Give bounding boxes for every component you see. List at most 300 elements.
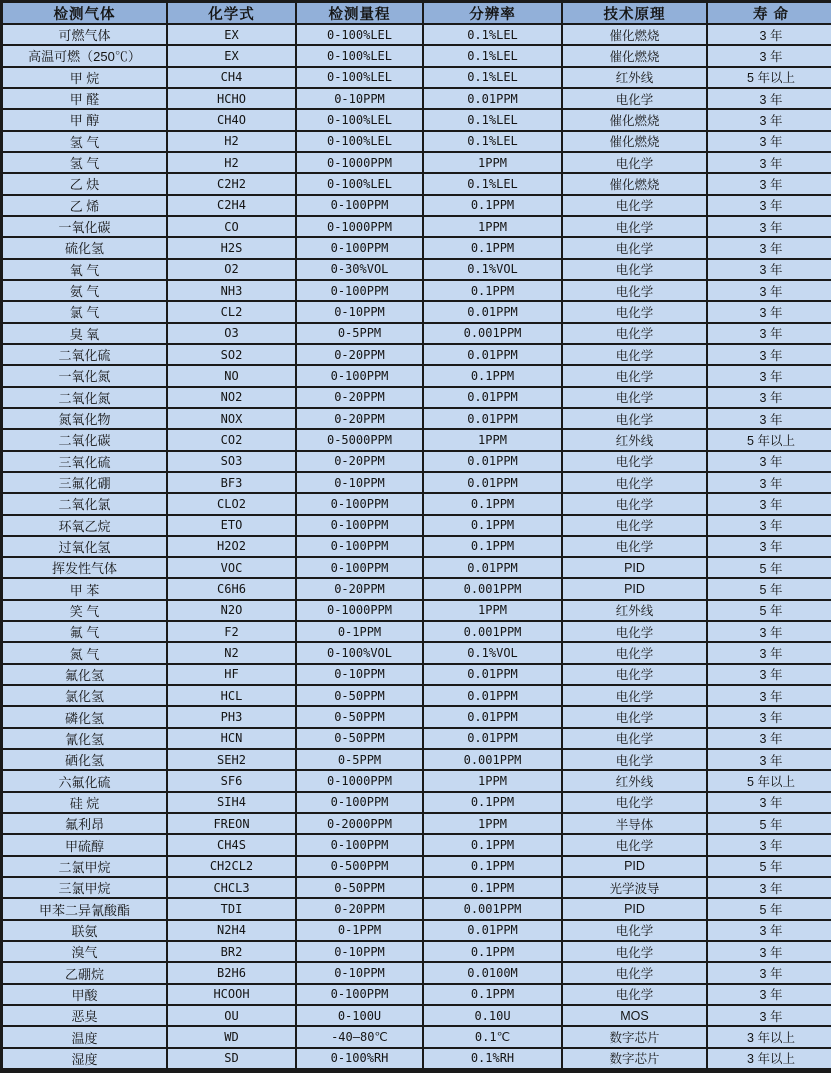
gas-name-cell: 二氧化氮 (3, 388, 168, 409)
column-header-formula: 化学式 (168, 3, 297, 25)
range-cell: 0-50PPM (297, 878, 424, 899)
principle-cell: 电化学 (563, 793, 708, 814)
column-header-gas: 检测气体 (3, 3, 168, 25)
lifespan-cell: 3 年 (708, 25, 831, 46)
gas-name-cell: 一氧化氮 (3, 366, 168, 387)
resolution-cell: 0.01PPM (424, 452, 563, 473)
gas-name-cell: 氟 气 (3, 622, 168, 643)
lifespan-cell: 3 年 (708, 516, 831, 537)
principle-cell: 电化学 (563, 260, 708, 281)
lifespan-cell: 3 年 (708, 153, 831, 174)
principle-cell: 电化学 (563, 835, 708, 856)
range-cell: 0-50PPM (297, 686, 424, 707)
resolution-cell: 0.1PPM (424, 494, 563, 515)
principle-cell: 电化学 (563, 153, 708, 174)
gas-name-cell: 磷化氢 (3, 707, 168, 728)
lifespan-cell: 3 年 (708, 750, 831, 771)
gas-name-cell: 温度 (3, 1027, 168, 1048)
formula-cell: CH4 (168, 68, 297, 89)
resolution-cell: 0.01PPM (424, 921, 563, 942)
resolution-cell: 0.1PPM (424, 537, 563, 558)
lifespan-cell: 5 年 (708, 857, 831, 878)
lifespan-cell: 3 年 (708, 46, 831, 67)
resolution-cell: 0.01PPM (424, 345, 563, 366)
range-cell: 0-100PPM (297, 835, 424, 856)
gas-name-cell: 氯 气 (3, 302, 168, 323)
gas-name-cell: 一氧化碳 (3, 217, 168, 238)
principle-cell: MOS (563, 1006, 708, 1027)
range-cell: 0-30%VOL (297, 260, 424, 281)
gas-name-cell: 臭 氧 (3, 324, 168, 345)
formula-cell: C2H2 (168, 174, 297, 195)
principle-cell: 电化学 (563, 324, 708, 345)
range-cell: -40—80℃ (297, 1027, 424, 1048)
column-header-lifespan: 寿 命 (708, 3, 831, 25)
resolution-cell: 0.1%VOL (424, 260, 563, 281)
lifespan-cell: 3 年以上 (708, 1049, 831, 1070)
resolution-cell: 0.1PPM (424, 985, 563, 1006)
gas-name-cell: 六氟化硫 (3, 771, 168, 792)
gas-name-cell: 乙硼烷 (3, 963, 168, 984)
formula-cell: CO (168, 217, 297, 238)
range-cell: 0-20PPM (297, 388, 424, 409)
range-cell: 0-100PPM (297, 558, 424, 579)
resolution-cell: 0.001PPM (424, 579, 563, 600)
principle-cell: PID (563, 857, 708, 878)
resolution-cell: 1PPM (424, 601, 563, 622)
column-header-resolution: 分辨率 (424, 3, 563, 25)
principle-cell: PID (563, 579, 708, 600)
gas-name-cell: 乙 烯 (3, 196, 168, 217)
range-cell: 0-5000PPM (297, 430, 424, 451)
resolution-cell: 0.001PPM (424, 750, 563, 771)
lifespan-cell: 3 年 (708, 238, 831, 259)
resolution-cell: 0.01PPM (424, 686, 563, 707)
lifespan-cell: 3 年 (708, 196, 831, 217)
range-cell: 0-10PPM (297, 89, 424, 110)
range-cell: 0-100U (297, 1006, 424, 1027)
resolution-cell: 0.1PPM (424, 878, 563, 899)
range-cell: 0-1000PPM (297, 771, 424, 792)
lifespan-cell: 3 年 (708, 174, 831, 195)
resolution-cell: 0.1%LEL (424, 174, 563, 195)
formula-cell: SO2 (168, 345, 297, 366)
range-cell: 0-100PPM (297, 494, 424, 515)
resolution-cell: 0.01PPM (424, 729, 563, 750)
resolution-cell: 0.01PPM (424, 388, 563, 409)
formula-cell: HF (168, 665, 297, 686)
principle-cell: 红外线 (563, 601, 708, 622)
formula-cell: NOX (168, 409, 297, 430)
resolution-cell: 0.01PPM (424, 707, 563, 728)
resolution-cell: 0.01PPM (424, 473, 563, 494)
principle-cell: 电化学 (563, 473, 708, 494)
lifespan-cell: 3 年 (708, 302, 831, 323)
lifespan-cell: 3 年以上 (708, 1027, 831, 1048)
gas-name-cell: 氮氧化物 (3, 409, 168, 430)
principle-cell: 电化学 (563, 409, 708, 430)
formula-cell: H2 (168, 132, 297, 153)
lifespan-cell: 3 年 (708, 537, 831, 558)
range-cell: 0-100PPM (297, 985, 424, 1006)
formula-cell: CO2 (168, 430, 297, 451)
lifespan-cell: 3 年 (708, 260, 831, 281)
formula-cell: CL2 (168, 302, 297, 323)
range-cell: 0-100%LEL (297, 110, 424, 131)
resolution-cell: 0.1%LEL (424, 46, 563, 67)
lifespan-cell: 3 年 (708, 1006, 831, 1027)
lifespan-cell: 3 年 (708, 345, 831, 366)
resolution-cell: 1PPM (424, 814, 563, 835)
resolution-cell: 0.1%VOL (424, 643, 563, 664)
lifespan-cell: 3 年 (708, 217, 831, 238)
principle-cell: 电化学 (563, 366, 708, 387)
gas-name-cell: 氟化氢 (3, 665, 168, 686)
resolution-cell: 0.1%LEL (424, 68, 563, 89)
lifespan-cell: 3 年 (708, 452, 831, 473)
lifespan-cell: 5 年 (708, 601, 831, 622)
principle-cell: 数字芯片 (563, 1027, 708, 1048)
gas-name-cell: 溴气 (3, 942, 168, 963)
principle-cell: 催化燃烧 (563, 110, 708, 131)
formula-cell: SEH2 (168, 750, 297, 771)
gas-name-cell: 氢 气 (3, 132, 168, 153)
principle-cell: 电化学 (563, 388, 708, 409)
formula-cell: HCL (168, 686, 297, 707)
gas-name-cell: 甲酸 (3, 985, 168, 1006)
range-cell: 0-50PPM (297, 707, 424, 728)
principle-cell: 电化学 (563, 516, 708, 537)
lifespan-cell: 3 年 (708, 707, 831, 728)
gas-name-cell: 过氧化氢 (3, 537, 168, 558)
gas-name-cell: 环氧乙烷 (3, 516, 168, 537)
gas-name-cell: 恶臭 (3, 1006, 168, 1027)
gas-name-cell: 笑 气 (3, 601, 168, 622)
resolution-cell: 0.01PPM (424, 665, 563, 686)
range-cell: 0-1PPM (297, 622, 424, 643)
column-header-principle: 技术原理 (563, 3, 708, 25)
range-cell: 0-100%RH (297, 1049, 424, 1070)
principle-cell: 红外线 (563, 430, 708, 451)
resolution-cell: 1PPM (424, 217, 563, 238)
lifespan-cell: 3 年 (708, 665, 831, 686)
principle-cell: 电化学 (563, 89, 708, 110)
formula-cell: CH4S (168, 835, 297, 856)
gas-name-cell: 甲硫醇 (3, 835, 168, 856)
gas-name-cell: 甲苯二异氰酸酯 (3, 899, 168, 920)
lifespan-cell: 3 年 (708, 729, 831, 750)
formula-cell: BF3 (168, 473, 297, 494)
lifespan-cell: 3 年 (708, 324, 831, 345)
formula-cell: NO (168, 366, 297, 387)
range-cell: 0-100PPM (297, 366, 424, 387)
gas-name-cell: 甲 醇 (3, 110, 168, 131)
range-cell: 0-10PPM (297, 963, 424, 984)
principle-cell: 电化学 (563, 985, 708, 1006)
formula-cell: N2 (168, 643, 297, 664)
gas-name-cell: 氨 气 (3, 281, 168, 302)
principle-cell: 电化学 (563, 643, 708, 664)
range-cell: 0-10PPM (297, 473, 424, 494)
principle-cell: 电化学 (563, 494, 708, 515)
principle-cell: 催化燃烧 (563, 46, 708, 67)
resolution-cell: 0.01PPM (424, 89, 563, 110)
formula-cell: N2O (168, 601, 297, 622)
formula-cell: EX (168, 46, 297, 67)
gas-name-cell: 硒化氢 (3, 750, 168, 771)
resolution-cell: 0.1%RH (424, 1049, 563, 1070)
resolution-cell: 0.01PPM (424, 409, 563, 430)
gas-name-cell: 联氨 (3, 921, 168, 942)
gas-name-cell: 三氟化硼 (3, 473, 168, 494)
range-cell: 0-10PPM (297, 302, 424, 323)
principle-cell: 电化学 (563, 622, 708, 643)
resolution-cell: 0.1%LEL (424, 132, 563, 153)
gas-name-cell: 二氧化氯 (3, 494, 168, 515)
lifespan-cell: 3 年 (708, 89, 831, 110)
formula-cell: VOC (168, 558, 297, 579)
resolution-cell: 1PPM (424, 430, 563, 451)
lifespan-cell: 3 年 (708, 942, 831, 963)
principle-cell: 电化学 (563, 452, 708, 473)
formula-cell: CHCL3 (168, 878, 297, 899)
gas-name-cell: 三氯甲烷 (3, 878, 168, 899)
gas-name-cell: 氯化氢 (3, 686, 168, 707)
range-cell: 0-100PPM (297, 281, 424, 302)
principle-cell: 电化学 (563, 963, 708, 984)
range-cell: 0-5PPM (297, 324, 424, 345)
range-cell: 0-100%LEL (297, 46, 424, 67)
lifespan-cell: 5 年 (708, 899, 831, 920)
range-cell: 0-2000PPM (297, 814, 424, 835)
lifespan-cell: 5 年以上 (708, 771, 831, 792)
gas-name-cell: 湿度 (3, 1049, 168, 1070)
range-cell: 0-500PPM (297, 857, 424, 878)
principle-cell: 半导体 (563, 814, 708, 835)
principle-cell: 红外线 (563, 771, 708, 792)
range-cell: 0-100PPM (297, 537, 424, 558)
range-cell: 0-50PPM (297, 729, 424, 750)
principle-cell: 电化学 (563, 217, 708, 238)
lifespan-cell: 3 年 (708, 643, 831, 664)
formula-cell: H2S (168, 238, 297, 259)
range-cell: 0-10PPM (297, 942, 424, 963)
formula-cell: HCN (168, 729, 297, 750)
range-cell: 0-100PPM (297, 793, 424, 814)
formula-cell: HCOOH (168, 985, 297, 1006)
gas-name-cell: 硫化氢 (3, 238, 168, 259)
formula-cell: SO3 (168, 452, 297, 473)
principle-cell: 电化学 (563, 665, 708, 686)
resolution-cell: 0.1PPM (424, 835, 563, 856)
resolution-cell: 0.1PPM (424, 857, 563, 878)
gas-name-cell: 二氯甲烷 (3, 857, 168, 878)
lifespan-cell: 3 年 (708, 622, 831, 643)
lifespan-cell: 5 年以上 (708, 430, 831, 451)
lifespan-cell: 5 年 (708, 814, 831, 835)
resolution-cell: 0.10U (424, 1006, 563, 1027)
principle-cell: 电化学 (563, 302, 708, 323)
formula-cell: SIH4 (168, 793, 297, 814)
range-cell: 0-1000PPM (297, 601, 424, 622)
lifespan-cell: 3 年 (708, 132, 831, 153)
lifespan-cell: 5 年 (708, 558, 831, 579)
gas-name-cell: 乙 炔 (3, 174, 168, 195)
gas-name-cell: 氧 气 (3, 260, 168, 281)
principle-cell: 电化学 (563, 238, 708, 259)
lifespan-cell: 3 年 (708, 409, 831, 430)
range-cell: 0-100%LEL (297, 174, 424, 195)
resolution-cell: 0.01PPM (424, 558, 563, 579)
range-cell: 0-100%VOL (297, 643, 424, 664)
principle-cell: 电化学 (563, 281, 708, 302)
formula-cell: C2H4 (168, 196, 297, 217)
range-cell: 0-100PPM (297, 238, 424, 259)
formula-cell: BR2 (168, 942, 297, 963)
resolution-cell: 0.1%LEL (424, 25, 563, 46)
gas-name-cell: 氟利昂 (3, 814, 168, 835)
formula-cell: OU (168, 1006, 297, 1027)
range-cell: 0-20PPM (297, 899, 424, 920)
formula-cell: B2H6 (168, 963, 297, 984)
column-header-range: 检测量程 (297, 3, 424, 25)
lifespan-cell: 3 年 (708, 366, 831, 387)
range-cell: 0-10PPM (297, 665, 424, 686)
gas-name-cell: 二氧化硫 (3, 345, 168, 366)
lifespan-cell: 3 年 (708, 494, 831, 515)
range-cell: 0-20PPM (297, 452, 424, 473)
resolution-cell: 0.0100M (424, 963, 563, 984)
gas-name-cell: 甲 烷 (3, 68, 168, 89)
principle-cell: PID (563, 558, 708, 579)
formula-cell: FREON (168, 814, 297, 835)
formula-cell: ETO (168, 516, 297, 537)
formula-cell: TDI (168, 899, 297, 920)
resolution-cell: 0.1PPM (424, 281, 563, 302)
formula-cell: WD (168, 1027, 297, 1048)
range-cell: 0-1000PPM (297, 217, 424, 238)
lifespan-cell: 3 年 (708, 388, 831, 409)
principle-cell: 电化学 (563, 537, 708, 558)
formula-cell: CLO2 (168, 494, 297, 515)
resolution-cell: 0.1PPM (424, 516, 563, 537)
principle-cell: 催化燃烧 (563, 25, 708, 46)
formula-cell: SF6 (168, 771, 297, 792)
resolution-cell: 1PPM (424, 153, 563, 174)
principle-cell: 电化学 (563, 729, 708, 750)
range-cell: 0-100%LEL (297, 25, 424, 46)
range-cell: 0-100%LEL (297, 132, 424, 153)
formula-cell: EX (168, 25, 297, 46)
formula-cell: HCHO (168, 89, 297, 110)
lifespan-cell: 5 年 (708, 579, 831, 600)
formula-cell: CH2CL2 (168, 857, 297, 878)
principle-cell: 电化学 (563, 750, 708, 771)
principle-cell: 数字芯片 (563, 1049, 708, 1070)
range-cell: 0-20PPM (297, 345, 424, 366)
resolution-cell: 0.1PPM (424, 942, 563, 963)
resolution-cell: 0.01PPM (424, 302, 563, 323)
lifespan-cell: 3 年 (708, 963, 831, 984)
range-cell: 0-20PPM (297, 579, 424, 600)
range-cell: 0-100%LEL (297, 68, 424, 89)
gas-name-cell: 二氧化碳 (3, 430, 168, 451)
lifespan-cell: 3 年 (708, 793, 831, 814)
gas-name-cell: 氰化氢 (3, 729, 168, 750)
lifespan-cell: 3 年 (708, 686, 831, 707)
range-cell: 0-20PPM (297, 409, 424, 430)
principle-cell: 催化燃烧 (563, 132, 708, 153)
gas-name-cell: 挥发性气体 (3, 558, 168, 579)
range-cell: 0-100PPM (297, 516, 424, 537)
formula-cell: NH3 (168, 281, 297, 302)
lifespan-cell: 3 年 (708, 985, 831, 1006)
formula-cell: H2 (168, 153, 297, 174)
formula-cell: PH3 (168, 707, 297, 728)
resolution-cell: 0.1%LEL (424, 110, 563, 131)
resolution-cell: 0.001PPM (424, 899, 563, 920)
principle-cell: 红外线 (563, 68, 708, 89)
range-cell: 0-5PPM (297, 750, 424, 771)
formula-cell: F2 (168, 622, 297, 643)
principle-cell: 电化学 (563, 345, 708, 366)
gas-name-cell: 三氧化硫 (3, 452, 168, 473)
resolution-cell: 0.1PPM (424, 196, 563, 217)
principle-cell: 电化学 (563, 686, 708, 707)
gas-name-cell: 氢 气 (3, 153, 168, 174)
principle-cell: 电化学 (563, 196, 708, 217)
principle-cell: 催化燃烧 (563, 174, 708, 195)
gas-name-cell: 高温可燃（250℃） (3, 46, 168, 67)
range-cell: 0-1000PPM (297, 153, 424, 174)
principle-cell: 电化学 (563, 942, 708, 963)
lifespan-cell: 3 年 (708, 110, 831, 131)
lifespan-cell: 3 年 (708, 473, 831, 494)
formula-cell: N2H4 (168, 921, 297, 942)
lifespan-cell: 3 年 (708, 921, 831, 942)
gas-name-cell: 甲 苯 (3, 579, 168, 600)
resolution-cell: 1PPM (424, 771, 563, 792)
gas-name-cell: 甲 醛 (3, 89, 168, 110)
resolution-cell: 0.1PPM (424, 238, 563, 259)
formula-cell: H2O2 (168, 537, 297, 558)
resolution-cell: 0.001PPM (424, 324, 563, 345)
formula-cell: CH4O (168, 110, 297, 131)
range-cell: 0-100PPM (297, 196, 424, 217)
lifespan-cell: 3 年 (708, 835, 831, 856)
formula-cell: O3 (168, 324, 297, 345)
formula-cell: NO2 (168, 388, 297, 409)
formula-cell: SD (168, 1049, 297, 1070)
lifespan-cell: 3 年 (708, 878, 831, 899)
lifespan-cell: 5 年以上 (708, 68, 831, 89)
principle-cell: 电化学 (563, 921, 708, 942)
gas-name-cell: 可燃气体 (3, 25, 168, 46)
principle-cell: PID (563, 899, 708, 920)
principle-cell: 光学波导 (563, 878, 708, 899)
lifespan-cell: 3 年 (708, 281, 831, 302)
gas-name-cell: 硅 烷 (3, 793, 168, 814)
resolution-cell: 0.1℃ (424, 1027, 563, 1048)
resolution-cell: 0.001PPM (424, 622, 563, 643)
resolution-cell: 0.1PPM (424, 793, 563, 814)
resolution-cell: 0.1PPM (424, 366, 563, 387)
range-cell: 0-1PPM (297, 921, 424, 942)
principle-cell: 电化学 (563, 707, 708, 728)
formula-cell: C6H6 (168, 579, 297, 600)
gas-name-cell: 氮 气 (3, 643, 168, 664)
formula-cell: O2 (168, 260, 297, 281)
